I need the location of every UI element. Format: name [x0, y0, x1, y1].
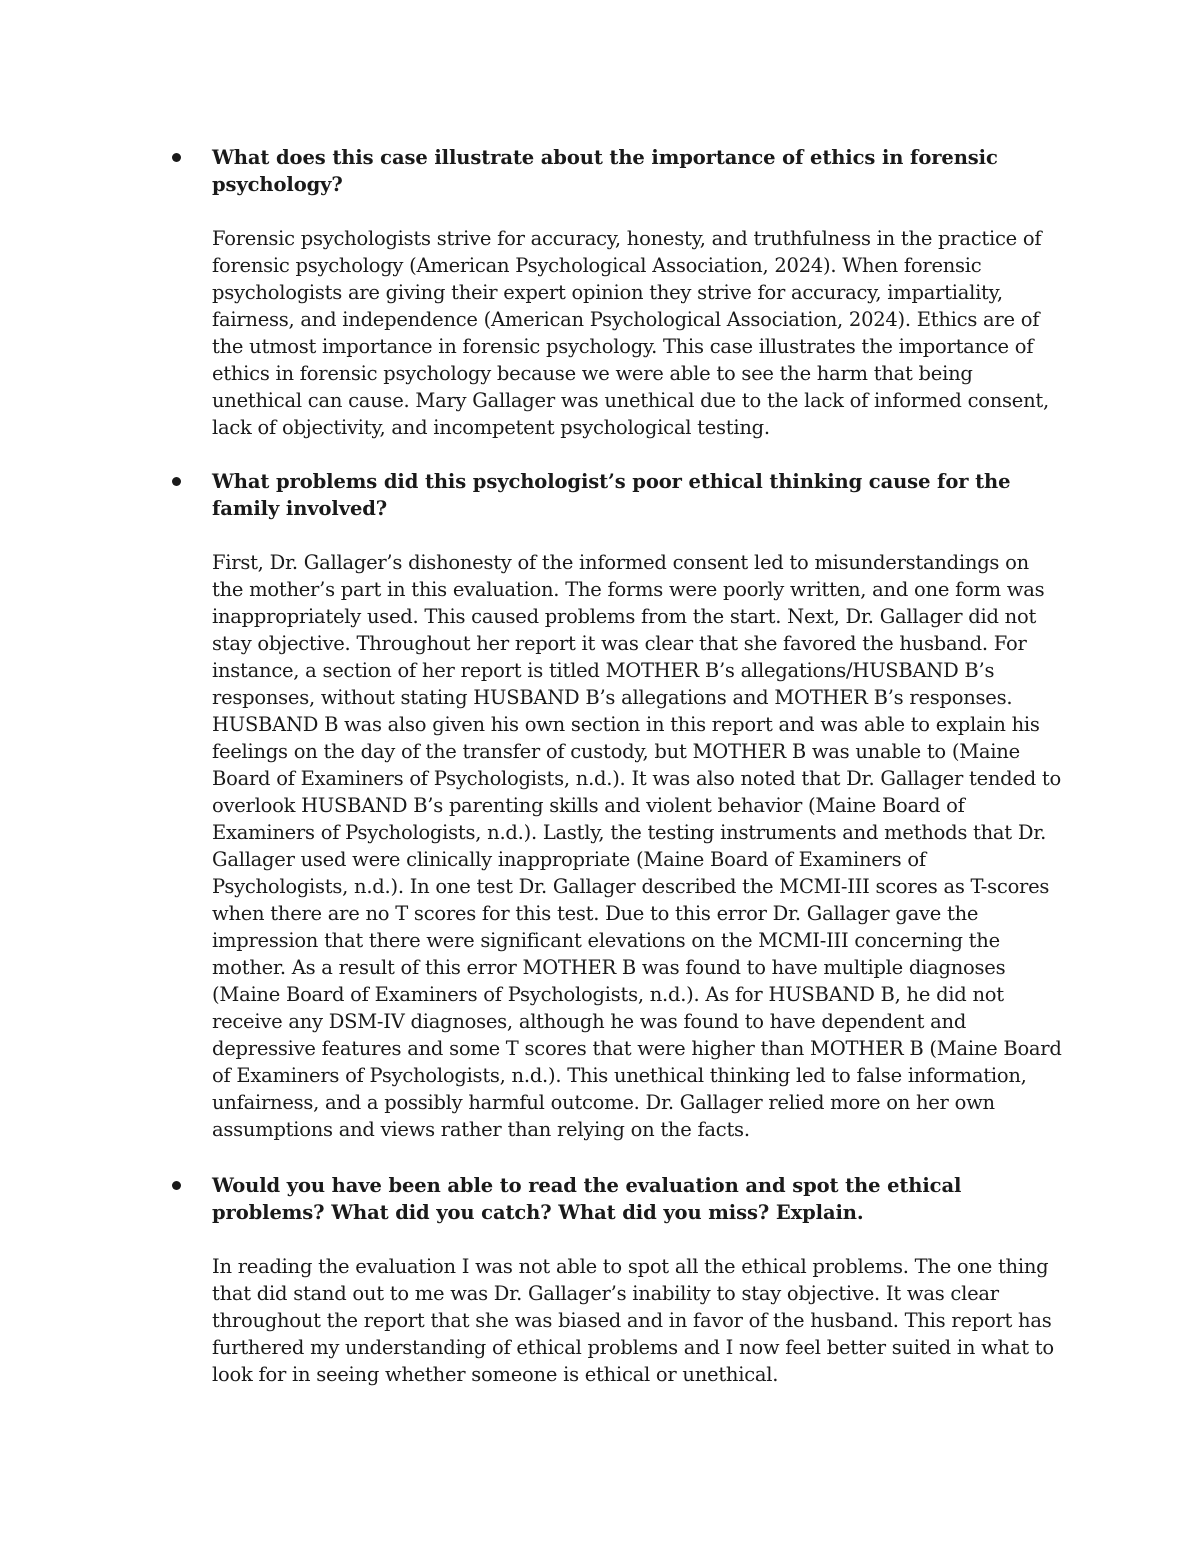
question-section-1 [172, 144, 1062, 441]
question-heading: What does this case illustrate about the importance of ethics in forensic psychology? [212, 146, 998, 196]
question-section-2 [172, 468, 1062, 1143]
question-heading: What problems did this psychologist’s poor ethical thinking cause for the family involved? [212, 470, 1011, 520]
answer-paragraph: Forensic psychologists strive for accuracy, honesty, and truthfulness in the practice of forensic psychology (American Psychological Association, 2024). When forensic psychologists are giving their expert opinion they strive for accuracy, impartiality, fairness, and independence (American Psychological Association, 2024). Ethics are of the utmost importance in forensic psychology. This case illustrates the importance of ethics in forensic psychology because we were able to see the harm that being unethical can cause. Mary Gallager was unethical due to the lack of informed consent, lack of objectivity, and incompetent psychological testing. [212, 227, 1049, 439]
bullet-icon [172, 477, 181, 486]
question-heading: Would you have been able to read the evaluation and spot the ethical problems? What did you catch? What did you miss? Explain. [212, 1174, 962, 1224]
answer-paragraph: First, Dr. Gallager’s dishonesty of the informed consent led to misunderstandings on the mother’s part in this evaluation. The forms were poorly written, and one form was inappropriately used. This caused problems from the start. Next, Dr. Gallager did not stay objective. Throughout her report it was clear that she favored the husband. For instance, a section of her report is titled MOTHER B’s allegations/HUSBAND B’s responses, without stating HUSBAND B’s allegations and MOTHER B’s responses. HUSBAND B was also given his own section in this report and was able to explain his feelings on the day of the transfer of custody, but MOTHER B was unable to (Maine Board of Examiners of Psychologists, n.d.). It was also noted that Dr. Gallager tended to overlook HUSBAND B’s parenting skills and violent behavior (Maine Board of Examiners of Psychologists, n.d.). Lastly, the testing instruments and methods that Dr. Gallager used were clinically inappropriate (Maine Board of Examiners of Psychologists, n.d.). In one test Dr. Gallager described the MCMI-III scores as T-scores when there are no T scores for this test. Due to this error Dr. Gallager gave the impression that there were significant elevations on the MCMI-III concerning the mother. As a result of this error MOTHER B was found to have multiple diagnoses (Maine Board of Examiners of Psychologists, n.d.). As for HUSBAND B, he did not receive any DSM-IV diagnoses, although he was found to have dependent and depressive features and some T scores that were higher than MOTHER B (Maine Board of Examiners of Psychologists, n.d.). This unethical thinking led to false information, unfairness, and a possibly harmful outcome. Dr. Gallager relied more on her own assumptions and views rather than relying on the facts. [212, 551, 1062, 1141]
bullet-icon [172, 1181, 181, 1190]
answer-paragraph: In reading the evaluation I was not able to spot all the ethical problems. The one thing that did stand out to me was Dr. Gallager’s inability to stay objective. It was clear throughout the report that she was biased and in favor of the husband. This report has furthered my understanding of ethical problems and I now feel better suited in what to look for in seeing whether someone is ethical or unethical. [212, 1255, 1054, 1386]
question-section-3 [172, 1172, 1062, 1388]
bullet-icon [172, 153, 181, 162]
